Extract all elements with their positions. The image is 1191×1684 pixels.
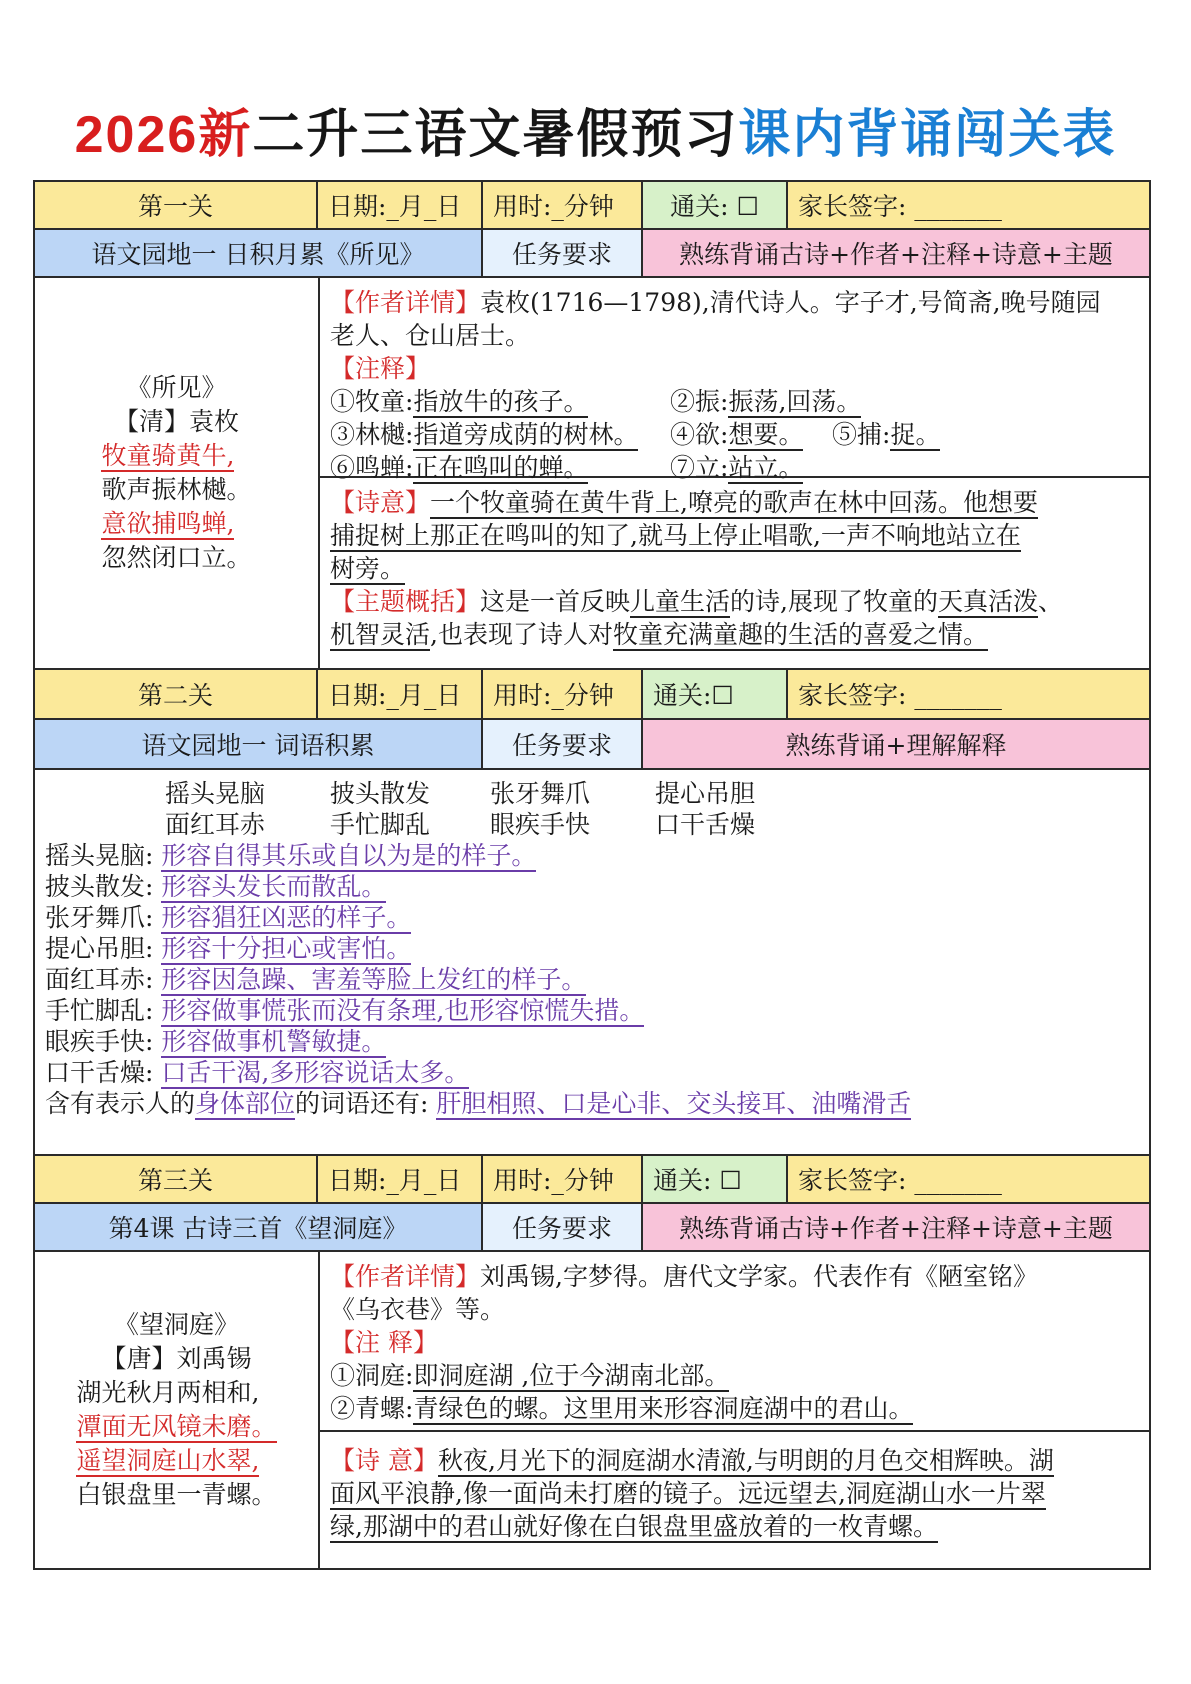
checklist-table <box>33 180 1151 1570</box>
theme-tag: 【主题概括】 <box>330 587 481 616</box>
note-text: 振荡,回荡。 <box>728 387 862 416</box>
level2-time-field[interactable]: 用时:_分钟 <box>483 670 643 718</box>
title-main: 二升三语文暑假预习 <box>252 104 739 165</box>
level1-time-field[interactable]: 用时:_分钟 <box>483 182 643 228</box>
definition-line <box>45 995 1139 1026</box>
def-text: 形容因急躁、害羞等脸上发红的样子。 <box>161 965 587 994</box>
word-grid <box>165 778 1139 840</box>
level3-content-row <box>35 1252 1149 1570</box>
poem-line: 歌声振林樾。 <box>101 475 252 504</box>
level2-vocabulary <box>35 770 1149 1154</box>
meaning-line: 面风平浪静,像一面尚未打磨的镜子。远远望去,洞庭湖山水一片翠 <box>330 1479 1046 1508</box>
note-text: 正在鸣叫的蝉。 <box>413 453 589 482</box>
theme-text: ,也表现了诗人对 <box>430 620 613 649</box>
note-text: 指放牛的孩子。 <box>413 387 589 416</box>
def-word: 张牙舞爪: <box>45 903 154 932</box>
vocab-word: 披头散发 <box>330 779 431 808</box>
level2-name: 第二关 <box>35 670 318 718</box>
level3-name: 第三关 <box>35 1156 318 1202</box>
author-text: 袁枚(1716—1798),清代诗人。字子才,号简斋,晚号随园 <box>480 288 1101 317</box>
extra-text: 的词语还有: <box>295 1089 429 1118</box>
theme-key: 机智灵活 <box>330 620 431 649</box>
author-text: 《乌衣巷》等。 <box>330 1295 506 1324</box>
level1-details <box>320 278 1149 668</box>
vocab-word: 摇头晃脑 <box>165 779 266 808</box>
vocab-word: 眼疾手快 <box>490 810 591 839</box>
note-text: 想要。 <box>728 420 804 449</box>
level1-sign-field[interactable]: 家长签字: _______ <box>788 182 1149 228</box>
page-title <box>0 92 1191 167</box>
author-text: 老人、仓山居士。 <box>330 321 531 350</box>
def-text: 形容十分担心或害怕。 <box>161 934 412 963</box>
definition-line <box>45 902 1139 933</box>
level2-sign-field[interactable]: 家长签字: _______ <box>788 670 1149 718</box>
note-text: 即洞庭湖 ,位于今湖南北部。 <box>413 1361 730 1390</box>
meaning-line: 绿,那湖中的君山就好像在白银盘里盛放着的一枚青螺。 <box>330 1512 938 1541</box>
def-text: 形容做事机警敏捷。 <box>161 1027 387 1056</box>
meaning-line: 捕捉树上那正在鸣叫的知了,就马上停止唱歌,一声不响地站立在 <box>330 521 1021 550</box>
poem-author: 【清】袁枚 <box>113 407 239 436</box>
meaning-line: 一个牧童骑在黄牛背上,嘹亮的歌声在林中回荡。他想要 <box>430 488 1038 517</box>
level1-meaning-theme <box>320 478 1149 668</box>
note-text: 指道旁成荫的树林。 <box>413 420 639 449</box>
poem-line: 牧童骑黄牛, <box>101 441 235 470</box>
level3-task-row <box>35 1204 1149 1252</box>
definition-line <box>45 933 1139 964</box>
note-text: 站立。 <box>728 453 804 482</box>
level3-poem <box>35 1252 320 1568</box>
vocab-word: 手忙脚乱 <box>330 810 431 839</box>
note-num: ②振: <box>670 387 729 416</box>
level2-task-label: 任务要求 <box>483 720 643 768</box>
level1-lesson: 语文园地一 日积月累《所见》 <box>35 230 483 276</box>
author-text: 刘禹锡,字梦得。唐代文学家。代表作有《陋室铭》 <box>480 1262 1038 1291</box>
note-num: ②青螺: <box>330 1394 414 1423</box>
level1-name: 第一关 <box>35 182 318 228</box>
def-word: 手忙脚乱: <box>45 996 154 1025</box>
level3-pass-checkbox[interactable]: 通关: ☐ <box>643 1156 788 1202</box>
level1-header-row <box>35 182 1149 230</box>
level1-task-requirement: 熟练背诵古诗+作者+注释+诗意+主题 <box>643 230 1149 276</box>
level2-content-row <box>35 770 1149 1156</box>
level1-task-label: 任务要求 <box>483 230 643 276</box>
def-word: 摇头晃脑: <box>45 841 154 870</box>
def-text: 形容自得其乐或自以为是的样子。 <box>161 841 537 870</box>
poem-line: 忽然闭口立。 <box>101 543 252 572</box>
extra-words-line <box>45 1088 1139 1119</box>
notes-line <box>330 385 1139 418</box>
notes-tag: 【注 释】 <box>330 1328 438 1357</box>
meaning-tag: 【诗意】 <box>330 488 431 517</box>
def-word: 口干舌燥: <box>45 1058 154 1087</box>
def-word: 披头散发: <box>45 872 154 901</box>
meaning-tag: 【诗 意】 <box>330 1446 438 1475</box>
level2-date-field[interactable]: 日期:_月_日 <box>318 670 483 718</box>
level2-header-row <box>35 670 1149 720</box>
theme-key: 天真活泼 <box>938 587 1039 616</box>
level3-task-requirement: 熟练背诵古诗+作者+注释+诗意+主题 <box>643 1204 1149 1250</box>
meaning-line: 树旁。 <box>330 554 406 583</box>
theme-key: 牧童充满童趣的生活的喜爱之情。 <box>612 620 988 649</box>
poem-line: 湖光秋月两相和, <box>76 1378 260 1407</box>
level2-lesson: 语文园地一 词语积累 <box>35 720 483 768</box>
level1-content-row <box>35 278 1149 670</box>
def-text: 形容头发长而散乱。 <box>161 872 387 901</box>
def-word: 提心吊胆: <box>45 934 154 963</box>
vocab-word: 提心吊胆 <box>655 779 756 808</box>
def-word: 眼疾手快: <box>45 1027 154 1056</box>
definition-line <box>45 840 1139 871</box>
poem-line: 潭面无风镜未磨。 <box>76 1412 277 1441</box>
theme-text: 的诗,展现了牧童的 <box>730 587 938 616</box>
level1-date-field[interactable]: 日期:_月_日 <box>318 182 483 228</box>
note-num: ④欲: <box>670 420 729 449</box>
level3-task-label: 任务要求 <box>483 1204 643 1250</box>
vocab-word: 张牙舞爪 <box>490 779 591 808</box>
title-sub: 课内背诵闯关表 <box>738 104 1117 165</box>
level2-task-requirement: 熟练背诵+理解解释 <box>643 720 1149 768</box>
note-text: 捉。 <box>890 420 941 449</box>
notes-line <box>330 418 1139 451</box>
level1-task-row <box>35 230 1149 278</box>
level3-lesson: 第4课 古诗三首《望洞庭》 <box>35 1204 483 1250</box>
def-text: 形容猖狂凶恶的样子。 <box>161 903 412 932</box>
definition-line <box>45 1026 1139 1057</box>
note-num: ⑥鸣蝉: <box>330 453 414 482</box>
note-num: ①牧童: <box>330 387 414 416</box>
vocab-word: 口干舌燥 <box>655 810 756 839</box>
level2-task-row <box>35 720 1149 770</box>
theme-text: 、 <box>1038 587 1064 616</box>
note-num: ③林樾: <box>330 420 414 449</box>
title-year: 2026新 <box>74 106 253 164</box>
author-tag: 【作者详情】 <box>330 1262 481 1291</box>
extra-key: 身体部位 <box>195 1089 296 1118</box>
notes-tag: 【注释】 <box>330 354 431 383</box>
level3-sign-field[interactable]: 家长签字: _______ <box>788 1156 1149 1202</box>
definition-line <box>45 964 1139 995</box>
level3-date-field[interactable]: 日期:_月_日 <box>318 1156 483 1202</box>
poem-title: 《望洞庭》 <box>113 1310 239 1339</box>
poem-author: 【唐】刘禹锡 <box>101 1344 252 1373</box>
note-text: 青绿色的螺。这里用来形容洞庭湖中的君山。 <box>413 1394 914 1423</box>
level3-header-row <box>35 1156 1149 1204</box>
note-num: ⑦立: <box>670 453 729 482</box>
level1-pass-checkbox[interactable]: 通关: ☐ <box>643 182 788 228</box>
note-num: ⑤捕: <box>832 420 891 449</box>
poem-line: 遥望洞庭山水翠, <box>76 1446 260 1475</box>
extra-text: 含有表示人的 <box>45 1089 196 1118</box>
level1-poem <box>35 278 320 668</box>
level3-meaning <box>320 1432 1149 1568</box>
meaning-line: 秋夜,月光下的洞庭湖水清澈,与明朗的月色交相辉映。湖 <box>437 1446 1054 1475</box>
definition-line <box>45 871 1139 902</box>
def-text: 形容做事慌张而没有条理,也形容惊慌失措。 <box>161 996 645 1025</box>
vocab-word: 面红耳赤 <box>165 810 266 839</box>
poem-line: 白银盘里一青螺。 <box>76 1480 277 1509</box>
level2-pass-checkbox[interactable]: 通关:☐ <box>643 670 788 718</box>
poem-line: 意欲捕鸣蝉, <box>101 509 235 538</box>
definition-line <box>45 1057 1139 1088</box>
def-word: 面红耳赤: <box>45 965 154 994</box>
theme-text: 这是一首反映 <box>480 587 631 616</box>
note-num: ①洞庭: <box>330 1361 414 1390</box>
extra-words: 肝胆相照、口是心非、交头接耳、油嘴滑舌 <box>436 1089 912 1118</box>
theme-key: 儿童生活 <box>630 587 731 616</box>
level3-author-notes <box>320 1252 1149 1432</box>
level3-details <box>320 1252 1149 1568</box>
author-tag: 【作者详情】 <box>330 288 481 317</box>
level3-time-field[interactable]: 用时:_分钟 <box>483 1156 643 1202</box>
level1-author-notes <box>320 278 1149 482</box>
def-text: 口舌干渴,多形容说话太多。 <box>161 1058 470 1087</box>
poem-title: 《所见》 <box>126 373 227 402</box>
